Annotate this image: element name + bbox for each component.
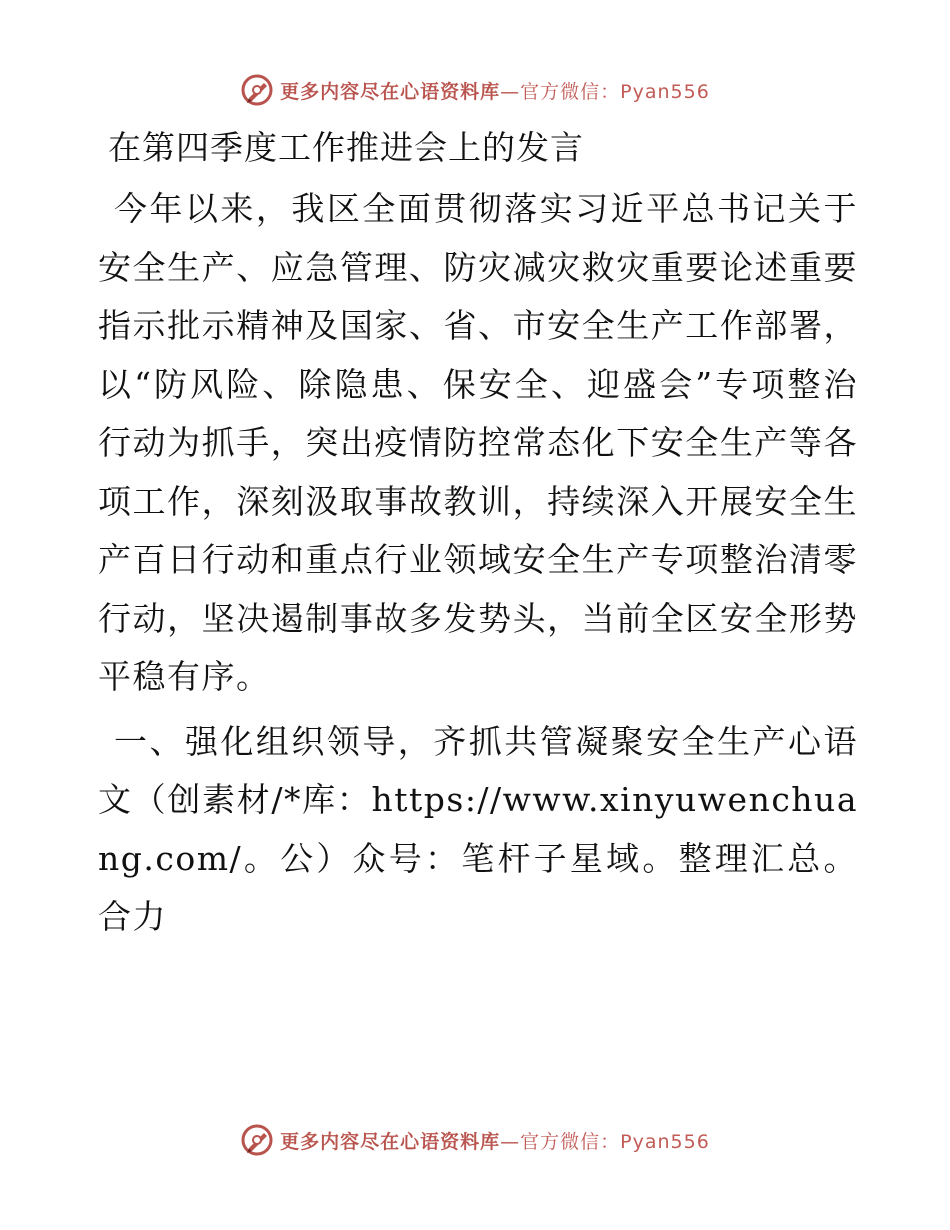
document-paragraph-1: 今年以来，我区全面贯彻落实习近平总书记关于安全生产、应急管理、防灾减灾救灾重要论述重要指示批示精神及国家、省、市安全生产工作部署，以“防风险、除隐患、保安全、迎盛会”专项整治行动为抓手，突出疫情防控常态化下安全生产等各项工作，深刻汲取事故教训，持续深入开展安全生产百日行动和重点行业领域安全生产专项整治清零行动，坚决遏制事故多发势头，当前全区安全形势平稳有序。: [98, 189, 858, 696]
header-banner-main: 更多内容尽在心语资料库: [280, 80, 501, 103]
footer-banner: [0, 1120, 950, 1160]
document-paragraph-2: 一、强化组织领导，齐抓共管凝聚安全生产心语文（创素材/*库：https://www.xinyuwenchuang.com/。公）众号：笔杆子星域。整理汇总。合力: [98, 721, 858, 936]
document-title: 在第四季度工作推进会上的发言: [108, 128, 584, 167]
pen-logo-icon: [240, 1123, 274, 1157]
header-banner-separator: —: [500, 80, 521, 103]
document-body: [98, 122, 858, 947]
pen-logo-icon: [240, 73, 274, 107]
footer-banner-separator: —: [500, 1130, 521, 1153]
header-banner-wechat: 官方微信：Pyan556: [520, 80, 710, 103]
header-banner: [0, 70, 950, 110]
footer-banner-wechat: 官方微信：Pyan556: [520, 1130, 710, 1153]
header-banner-text: [280, 77, 710, 104]
footer-banner-main: 更多内容尽在心语资料库: [280, 1130, 501, 1153]
footer-banner-text: [280, 1127, 710, 1154]
